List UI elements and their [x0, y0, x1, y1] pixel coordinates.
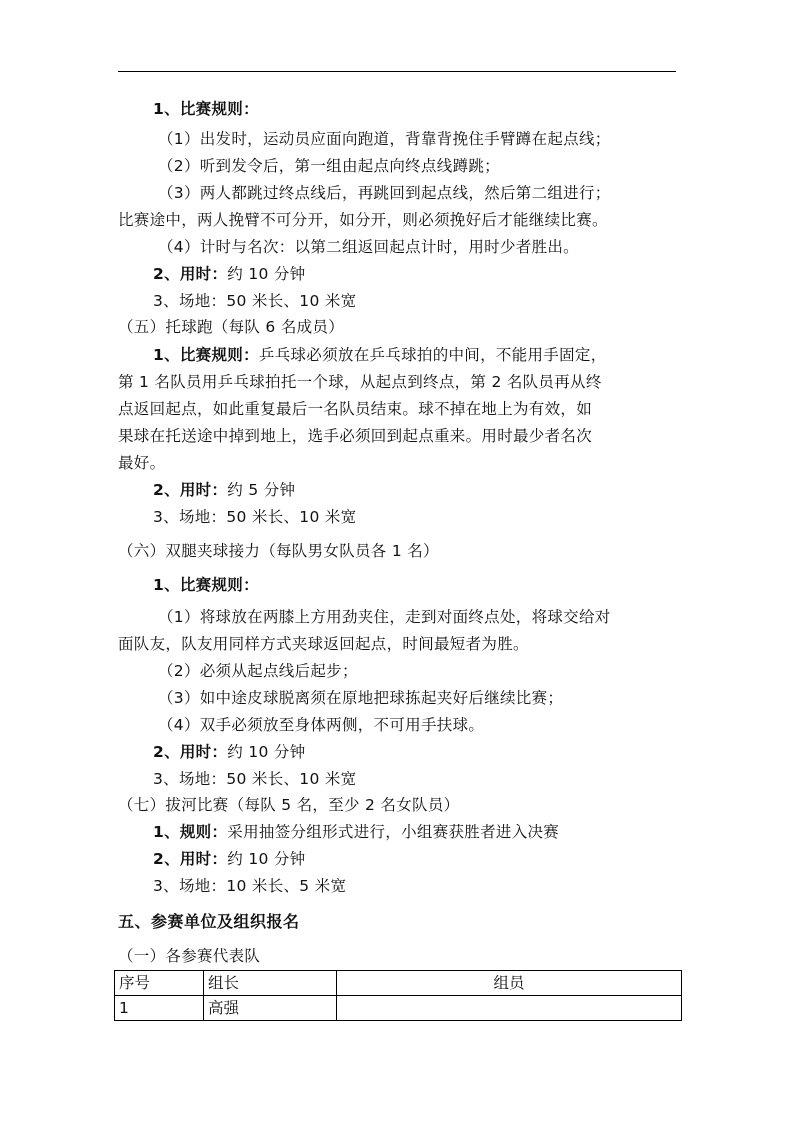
rule-text: 乒乓球必须放在乒乓球拍的中间，不能用手固定， — [258, 346, 607, 364]
rule-line: （2）必须从起点线后起步； — [158, 662, 358, 680]
time-line — [153, 848, 305, 870]
subsection-heading: （一）各参赛代表队 — [118, 947, 261, 965]
team-table — [114, 970, 682, 1021]
header-cell-members: 组员 — [337, 971, 682, 996]
time-line — [153, 263, 305, 285]
header-cell-number: 序号 — [115, 971, 204, 996]
rules-heading: 1、比赛规则： — [153, 576, 259, 594]
venue-line: 3、场地：10 米长、5 米宽 — [153, 877, 347, 895]
time-value: 约 5 分钟 — [227, 481, 296, 499]
time-label: 2、用时： — [153, 481, 228, 499]
header-rule — [118, 71, 676, 72]
time-label: 2、用时： — [153, 850, 228, 868]
rule-line: 第 1 名队员用乒乓球拍托一个球，从起点到终点，第 2 名队员再从终 — [118, 373, 602, 391]
rule-line: 果球在托送途中掉到地上，选手必须回到起点重来。用时最少者名次 — [118, 427, 593, 445]
venue-line: 3、场地：50 米长、10 米宽 — [153, 770, 357, 788]
rule-line: 点返回起点，如此重复最后一名队员结束。球不掉在地上为有效，如 — [118, 400, 593, 418]
rule-line: 最好。 — [118, 454, 166, 472]
time-value: 约 10 分钟 — [227, 743, 306, 761]
rule-line: （2）听到发令后，第一组由起点向终点线蹲跳； — [158, 157, 500, 175]
time-line — [153, 741, 305, 763]
rules-heading: 1、比赛规则： — [153, 100, 259, 118]
cell-members — [337, 996, 682, 1021]
rules-value: 采用抽签分组形式进行，小组赛获胜者进入决赛 — [227, 823, 560, 841]
rules-heading: 1、比赛规则： — [153, 346, 259, 364]
event-title: （五）托球跑（每队 6 名成员） — [118, 318, 345, 336]
rules-paragraph-first — [153, 344, 607, 366]
table-header-row — [115, 971, 682, 996]
rule-line: 面队友，队友用同样方式夹球返回起点，时间最短者为胜。 — [118, 635, 529, 653]
time-line — [153, 479, 295, 501]
rule-line: 比赛途中，两人挽臂不可分开，如分开，则必须挽好后才能继续比赛。 — [118, 211, 608, 229]
rule-line: （3）如中途皮球脱离须在原地把球拣起夹好后继续比赛； — [158, 689, 564, 707]
rules-line — [153, 821, 559, 843]
header-cell-leader: 组长 — [204, 971, 337, 996]
time-label: 2、用时： — [153, 743, 228, 761]
time-value: 约 10 分钟 — [227, 850, 306, 868]
section-heading: 五、参赛单位及组织报名 — [118, 912, 300, 931]
rule-line: （1）将球放在两膝上方用劲夹住，走到对面终点处，将球交给对 — [158, 608, 611, 626]
cell-leader: 高强 — [204, 996, 337, 1021]
rule-line: （4）计时与名次：以第二组返回起点计时，用时少者胜出。 — [158, 238, 579, 256]
venue-line: 3、场地：50 米长、10 米宽 — [153, 508, 357, 526]
cell-number: 1 — [115, 996, 204, 1021]
event-title: （七）拔河比赛（每队 5 名，至少 2 名女队员） — [118, 796, 460, 814]
time-label: 2、用时： — [153, 265, 228, 283]
rule-line: （3）两人都跳过终点线后，再跳回到起点线，然后第二组进行； — [158, 184, 611, 202]
event-title: （六）双腿夹球接力（每队男女队员各 1 名） — [118, 542, 439, 560]
rule-line: （4）双手必须放至身体两侧，不可用手扶球。 — [158, 716, 485, 734]
rules-label: 1、规则： — [153, 823, 228, 841]
venue-line: 3、场地：50 米长、10 米宽 — [153, 292, 357, 310]
table-row — [115, 996, 682, 1021]
time-value: 约 10 分钟 — [227, 265, 306, 283]
rule-line: （1）出发时，运动员应面向跑道，背靠背挽住手臂蹲在起点线； — [158, 130, 611, 148]
